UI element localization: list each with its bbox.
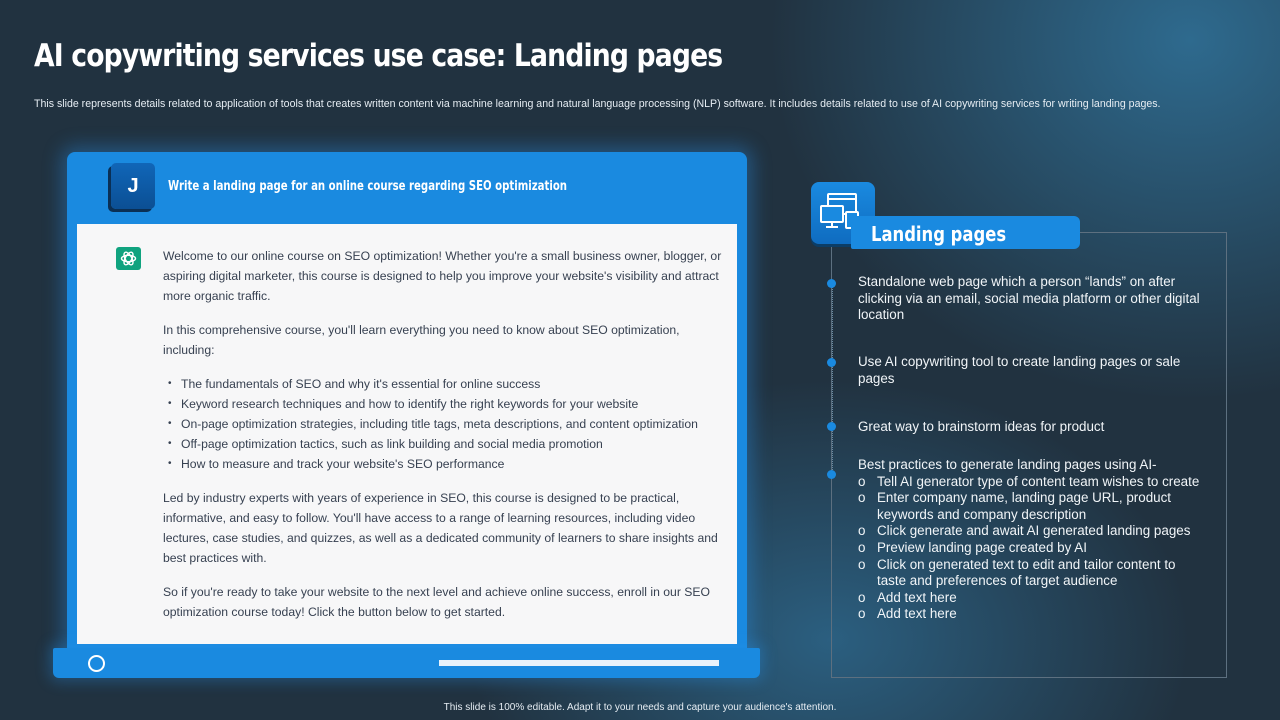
timeline-dot [827,279,836,288]
timeline-dot [827,470,836,479]
list-item: • The fundamentals of SEO and why it's essential for online success [181,374,728,394]
list-item: • Keyword research techniques and how to identify the right keywords for your website [181,394,728,414]
panel-point-best-practices [858,457,1208,623]
response-paragraph: So if you're ready to take your website to the next level and achieve online success, enroll in our SEO optimization course today! Click the button below to get started. [163,585,711,619]
sub-point: o Preview landing page created by AI [858,540,1208,557]
response-paragraph: In this comprehensive course, you'll learn everything you need to know about SEO optimization, including: [163,323,680,357]
slide-subtitle: This slide represents details related to application of tools that creates written content via machine learning and natural language processing (NLP) software. It includes details related to use of AI copywriting services for writing landing pages. [34,98,1161,110]
chat-prompt: Write a landing page for an online course regarding SEO optimization [168,179,568,194]
sub-point-list [858,474,1208,623]
panel-heading: Landing pages [871,222,1007,246]
power-button-icon [88,655,105,672]
list-item: • How to measure and track your website's SEO performance [181,454,728,474]
chatgpt-logo-icon [116,247,141,270]
response-paragraph: Welcome to our online course on SEO optimization! Whether you're a small business owner, blogger, or aspiring digital marketer, this course is designed to help you improve your website's visibility and attract more organic traffic. [163,249,722,303]
timeline-line [832,282,834,478]
panel-point: Best practices to generate landing pages using AI- [858,457,1157,472]
panel-point: Great way to brainstorm ideas for product [858,419,1105,434]
sub-point: o Tell AI generator type of content team wishes to create [858,474,1208,491]
response-paragraph: Led by industry experts with years of experience in SEO, this course is designed to be practical, informative, and easy to follow. You'll have access to a range of learning resources, including video lectures, case studies, and quizzes, as well as a dedicated community of learners to share insights and best practices with. [163,491,718,565]
avatar-letter: J [127,174,139,197]
chat-response-text [163,246,728,636]
chat-response-screen [77,224,737,644]
sub-point: o Add text here [858,606,1208,623]
timeline-dot [827,422,836,431]
laptop-base [53,648,760,678]
response-bullet-list [163,374,728,474]
slide-title: AI copywriting services use case: Landing pages [34,38,723,74]
sub-point: o Click generate and await AI generated landing pages [858,523,1208,540]
user-avatar [111,163,155,209]
sub-point: o Enter company name, landing page URL, product keywords and company description [858,490,1208,523]
panel-point: Use AI copywriting tool to create landing pages or sale pages [858,354,1181,386]
panel-heading-tab [851,216,1080,249]
sub-point: o Click on generated text to edit and tailor content to taste and preferences of target audience [858,557,1208,590]
list-item: • Off-page optimization tactics, such as link building and social media promotion [181,434,728,454]
timeline-dot [827,358,836,367]
slide-footer: This slide is 100% editable. Adapt it to your needs and capture your audience's attention. [443,702,837,713]
sub-point: o Add text here [858,590,1208,607]
trackpad-bar [439,660,719,666]
list-item: • On-page optimization strategies, including title tags, meta descriptions, and content optimization [181,414,728,434]
panel-point: Standalone web page which a person “lands” on after clicking via an email, social media platform or other digital location [858,274,1200,323]
